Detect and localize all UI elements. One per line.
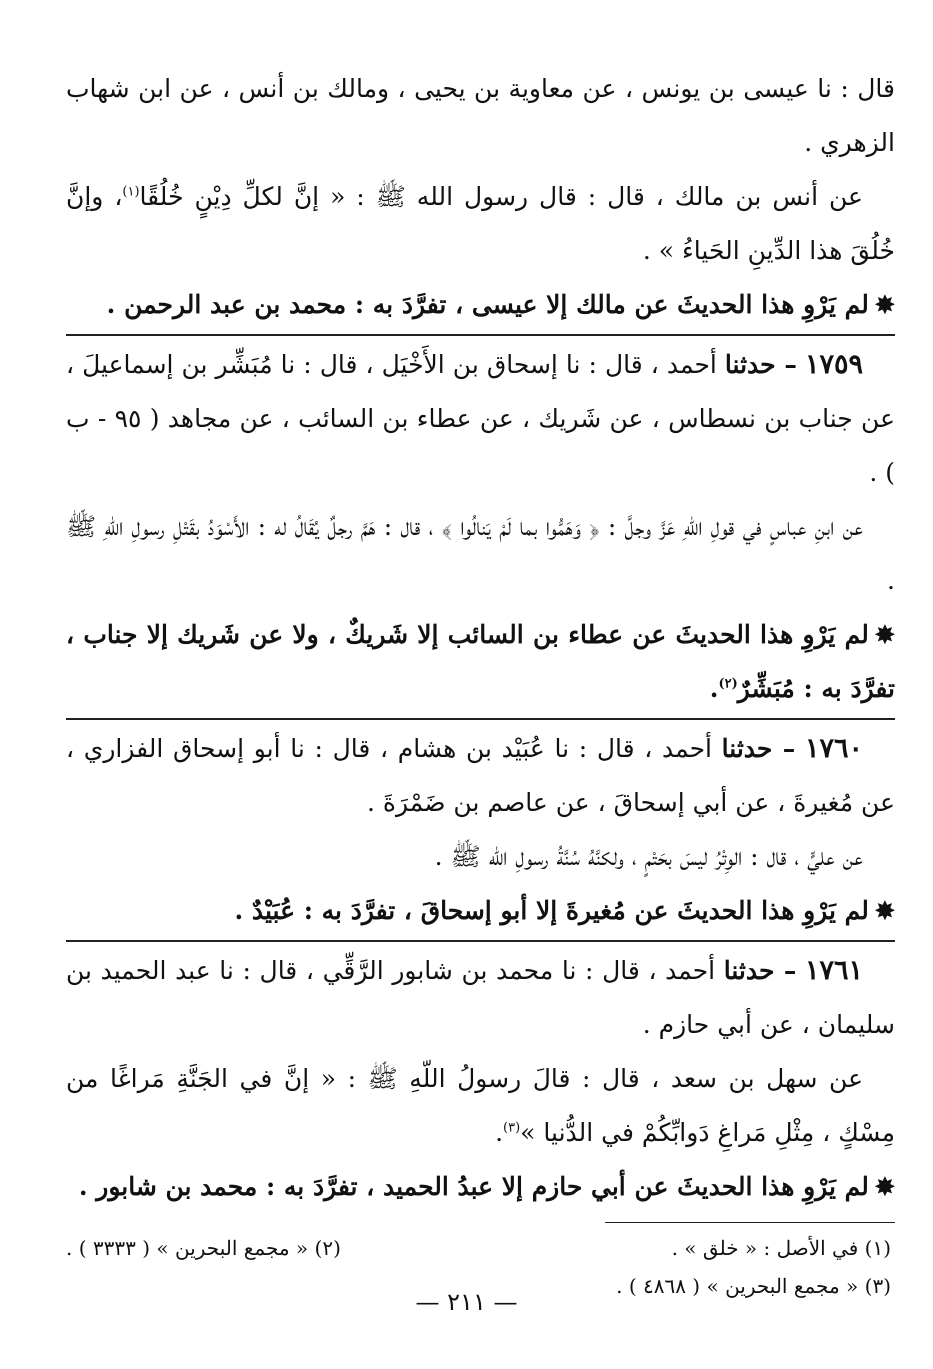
hadith-isnad	[66, 718, 895, 830]
paragraph-text: لم يَرْوِ هذا الحديثَ عن أبي حازم إلا عبدُ الحميد ، تفرَّدَ به : محمد بن شابور .	[78, 1172, 869, 1201]
page-number: — ٢١١ —	[415, 1288, 518, 1316]
commentary-note	[66, 278, 895, 332]
commentary-note	[66, 608, 895, 716]
paragraph-text: قال : نا عيسى بن يونس ، عن معاوية بن يحيى ، ومالك بن أنس ، عن ابن شهاب الزهري .	[66, 74, 895, 157]
footnote-ref[interactable]: (٣)	[503, 1120, 521, 1136]
paragraph-tail: .	[709, 674, 719, 703]
commentary-note	[66, 884, 895, 938]
isnad-continuation	[66, 62, 895, 170]
footnote-separator-wrap	[66, 1214, 895, 1229]
footnote-separator	[605, 1222, 895, 1223]
paragraph-text: أحمد ، قال : نا إسحاق بن الأَخْيَل ، قال : نا مُبَشِّر بن إسماعيلَ ، عن جناب بن نسطاس ، عن شَريك ، عن عطاء بن السائب ، عن مجاهد ( ٩٥ - ب ) .	[66, 350, 895, 487]
star-icon: ✸	[874, 896, 895, 925]
star-icon: ✸	[874, 620, 895, 649]
paragraph-text: عن ابنِ عباسٍ في قولِ اللّهِ عَزَّ وجلَّ : ﴿ وَهَمُّوا بما لَمْ يَنالُوا ﴾ ، قال : هَمَّ رجلٌ يُقَالُ له : الأَسْوَدُ بقَتْلِ رسولِ اللّهِ ﷺ .	[66, 512, 895, 595]
paragraph-tail: .	[495, 1118, 504, 1147]
paragraph-text: أحمد ، قال : نا محمد بن شابور الرَّقِّي ، قال : نا عبد الحميد بن سليمان ، عن أبي حازم .	[66, 956, 895, 1039]
hadith-isnad	[66, 334, 895, 500]
star-icon: ✸	[874, 290, 895, 319]
paragraph-tail: ، وإنَّ خُلُقَ هذا الدِّينِ الحَياءُ » .	[66, 182, 895, 265]
isnad-lead: – حدثنا	[721, 734, 796, 763]
hadith-text	[66, 830, 895, 884]
isnad-lead: – حدثنا	[724, 350, 797, 379]
paragraph-text: عن عليٍّ ، قال : الوِتْرُ ليسَ بحَتْمٍ ، ولكنَّهُ سُنَّةُ رسولِ الله ﷺ .	[434, 842, 863, 871]
hadith-isnad	[66, 940, 895, 1052]
paragraph-text: أحمد ، قال : نا عُبَيْد بن هشام ، قال : نا أبو إسحاق الفزاري ، عن مُغيرةَ ، عن أبي إسحاقَ ، عن عاصم بن ضَمْرَةَ .	[66, 734, 895, 817]
commentary-note	[66, 1160, 895, 1214]
footnotes-row	[66, 1229, 895, 1267]
paragraph-text: عن أنس بن مالك ، قال : قال رسول الله ﷺ : « إنَّ لكلِّ دِيْنٍ خُلُقًا	[139, 182, 863, 211]
footnote-2: (٢) « مجمع البحرين » ( ٣٣٣٣ ) .	[66, 1236, 341, 1260]
star-icon: ✸	[874, 1172, 895, 1201]
paragraph-text: لم يَرْوِ هذا الحديثَ عن عطاء بن السائب إلا شَريكٌ ، ولا عن شَريك إلا جناب ، تفرَّدَ به : مُبَشِّرٌ	[66, 620, 895, 703]
hadith-text	[66, 500, 895, 608]
footnote-ref[interactable]: (١)	[122, 184, 140, 200]
hadith-number: ١٧٦١	[805, 955, 864, 986]
isnad-lead: – حدثنا	[723, 956, 797, 985]
footnote-3: (٣) « مجمع البحرين » ( ٤٨٦٨ ) .	[616, 1274, 891, 1298]
paragraph-text: لم يَرْوِ هذا الحديثَ عن مالك إلا عيسى ، تفرَّدَ به : محمد بن عبد الرحمن .	[106, 290, 869, 319]
footnote-1: (١) في الأصل : « خلق » .	[671, 1236, 891, 1260]
hadith-text	[66, 1052, 895, 1160]
footnote-ref[interactable]: (٢)	[718, 676, 738, 692]
hadith-number: ١٧٦٠	[805, 733, 864, 764]
paragraph-text: عن سهل بن سعد ، قال : قالَ رسولُ اللّهِ ﷺ : « إنَّ في الجَنَّةِ مَراغًا من مِسْكٍ ، مِثْلِ مَراغِ دَوابِّكُمْ في الدُّنيا »	[66, 1064, 895, 1147]
hadith-number: ١٧٥٩	[804, 349, 863, 380]
paragraph-text: لم يَرْوِ هذا الحديثَ عن مُغيرةَ إلا أبو إسحاقَ ، تفرَّدَ به : عُبَيْدٌ .	[234, 896, 869, 925]
hadith-text	[66, 170, 895, 278]
